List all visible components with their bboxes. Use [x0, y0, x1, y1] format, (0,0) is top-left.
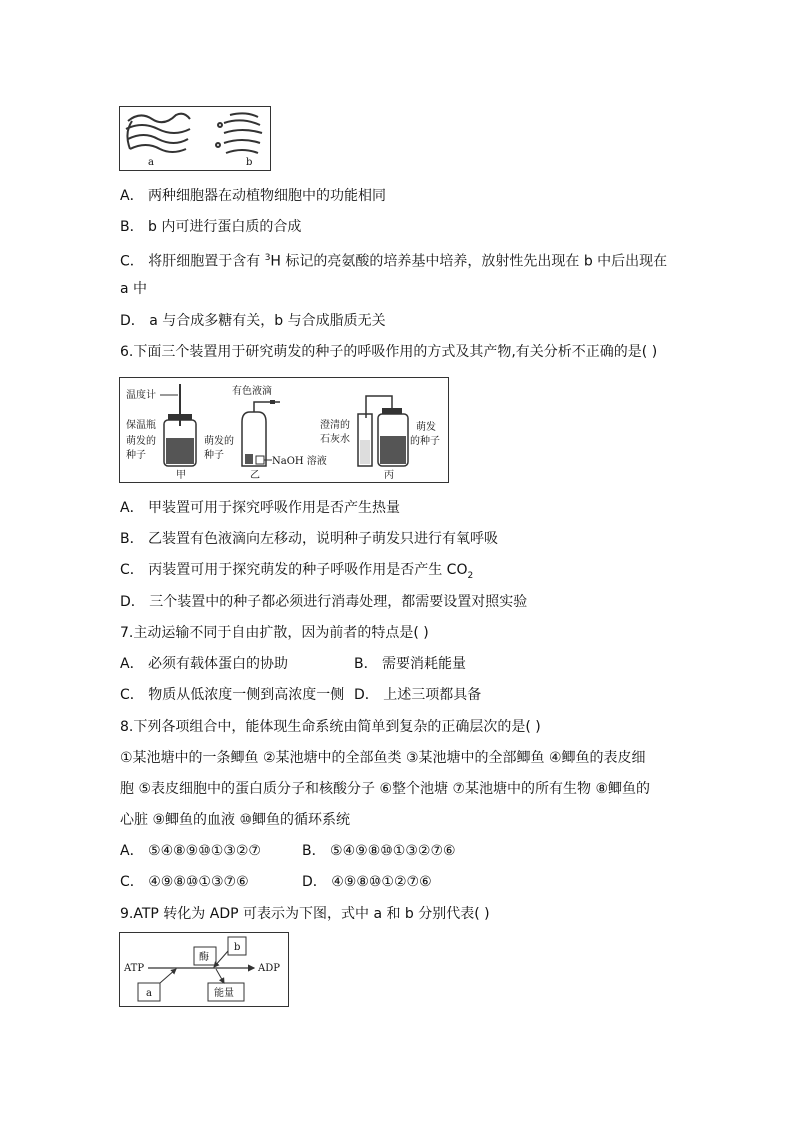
q8-option-b: B． ⑤④⑨⑧⑩①③②⑦⑥ [302, 843, 456, 859]
seeds-jia-label-1: 萌发的 [126, 436, 156, 447]
q5-option-c [120, 249, 667, 271]
seeds-jia-label-2: 种子 [126, 450, 146, 461]
organelle-a-shape [126, 114, 190, 152]
q8-items-line1: ①某池塘中的一条鲫鱼 ②某池塘中的全部鱼类 ③某池塘中的全部鲫鱼 ④鲫鱼的表皮细 [120, 750, 646, 766]
droplet-label: 有色液滴 [232, 386, 272, 397]
atp-diagram-drawing [120, 933, 288, 1006]
adp-label: ADP [258, 963, 280, 974]
q7-stem: 7.主动运输不同于自由扩散，因为前者的特点是( ) [120, 625, 429, 641]
q6-option-c [120, 561, 473, 585]
yi-label: 乙 [250, 470, 260, 481]
q8-stem: 8.下列各项组合中，能体现生命系统由简单到复杂的正确层次的是( ) [120, 719, 541, 735]
q8-option-d: D． ④⑨⑧⑩①②⑦⑥ [302, 874, 432, 890]
thermometer-label: 温度计 [126, 390, 156, 401]
seeds-bing [380, 436, 406, 464]
seeds-bing-label-1: 萌发 [416, 422, 436, 433]
q6-stem: 6.下面三个装置用于研究萌发的种子的呼吸作用的方式及其产物,有关分析不正确的是( ) [120, 344, 658, 360]
jia-label: 甲 [176, 470, 186, 481]
q6-option-c-sub: 2 [467, 570, 474, 581]
q8-items-line2: 胞 ⑤表皮细胞中的蛋白质分子和核酸分子 ⑥整个池塘 ⑦某池塘中的所有生物 ⑧鲫鱼的 [120, 781, 651, 797]
seeds-jia [166, 438, 194, 464]
q7-option-d: D． 上述三项都具备 [354, 687, 482, 703]
limewater-label-2: 石灰水 [320, 434, 350, 445]
q8-items-line3: 心脏 ⑨鲫鱼的血液 ⑩鲫鱼的循环系统 [120, 812, 351, 828]
q5-option-c-sup: 3 [264, 253, 271, 263]
organelle-figure [119, 106, 271, 171]
a-label: a [146, 988, 152, 999]
droplet [270, 400, 275, 404]
seeds-yi-label-1: 萌发的 [204, 436, 234, 447]
thermos-label: 保温瓶 [126, 420, 156, 431]
enzyme-label: 酶 [199, 952, 209, 963]
q6-option-a: A． 甲装置可用于探究呼吸作用是否产生热量 [120, 500, 401, 516]
q8-option-c: C． ④⑨⑧⑩①③⑦⑥ [120, 874, 249, 890]
q5-option-c-pre: C． 将肝细胞置于含有 [120, 253, 265, 270]
label-b: b [246, 157, 253, 168]
atp-label: ATP [124, 963, 145, 974]
naoh-cup [256, 456, 264, 464]
q5-option-c-post: H 标记的亮氨酸的培养基中培养，放射性先出现在 b 中后出现在 [270, 253, 668, 270]
q9-stem: 9.ATP 转化为 ADP 可表示为下图，式中 a 和 b 分别代表( ) [120, 906, 490, 922]
label-a: a [148, 157, 154, 168]
q7-option-a: A． 必须有载体蛋白的协助 [120, 656, 289, 672]
respiration-apparatus-drawing [120, 378, 448, 482]
q7-option-b: B． 需要消耗能量 [354, 656, 467, 672]
bottle-stopper [382, 408, 402, 414]
q6-option-d: D． 三个装置中的种子都必须进行消毒处理，都需要设置对照实验 [120, 594, 528, 610]
q8-option-a: A． ⑤④⑧⑨⑩①③②⑦ [120, 843, 261, 859]
organelle-drawing [120, 107, 270, 170]
q6-option-b: B． 乙装置有色液滴向左移动，说明种子萌发只进行有氧呼吸 [120, 531, 499, 547]
atp-diagram [119, 932, 289, 1007]
b-label: b [234, 942, 241, 953]
q5-option-c-cont: a 中 [120, 281, 148, 297]
seeds-bing-label-2: 的种子 [410, 436, 440, 447]
thermos-stopper [168, 414, 192, 420]
bing-label: 丙 [384, 470, 394, 481]
seeds-yi [245, 454, 253, 464]
q6-option-c-text: C． 丙装置可用于探究萌发的种子呼吸作用是否产生 CO [120, 562, 468, 578]
organelle-b-shape [216, 113, 262, 153]
limewater [360, 440, 370, 464]
naoh-label: NaOH 溶液 [272, 456, 327, 467]
q5-option-b: B． b 内可进行蛋白质的合成 [120, 219, 302, 235]
droplet-tube [254, 402, 280, 412]
q5-option-a: A． 两种细胞器在动植物细胞中的功能相同 [120, 188, 387, 204]
limewater-label-1: 澄清的 [320, 420, 350, 431]
respiration-apparatus-figure [119, 377, 449, 483]
q5-option-d: D． a 与合成多糖有关，b 与合成脂质无关 [120, 313, 386, 329]
seeds-yi-label-2: 种子 [204, 450, 224, 461]
energy-label: 能量 [214, 988, 234, 999]
q7-option-c: C． 物质从低浓度一侧到高浓度一侧 [120, 687, 345, 703]
